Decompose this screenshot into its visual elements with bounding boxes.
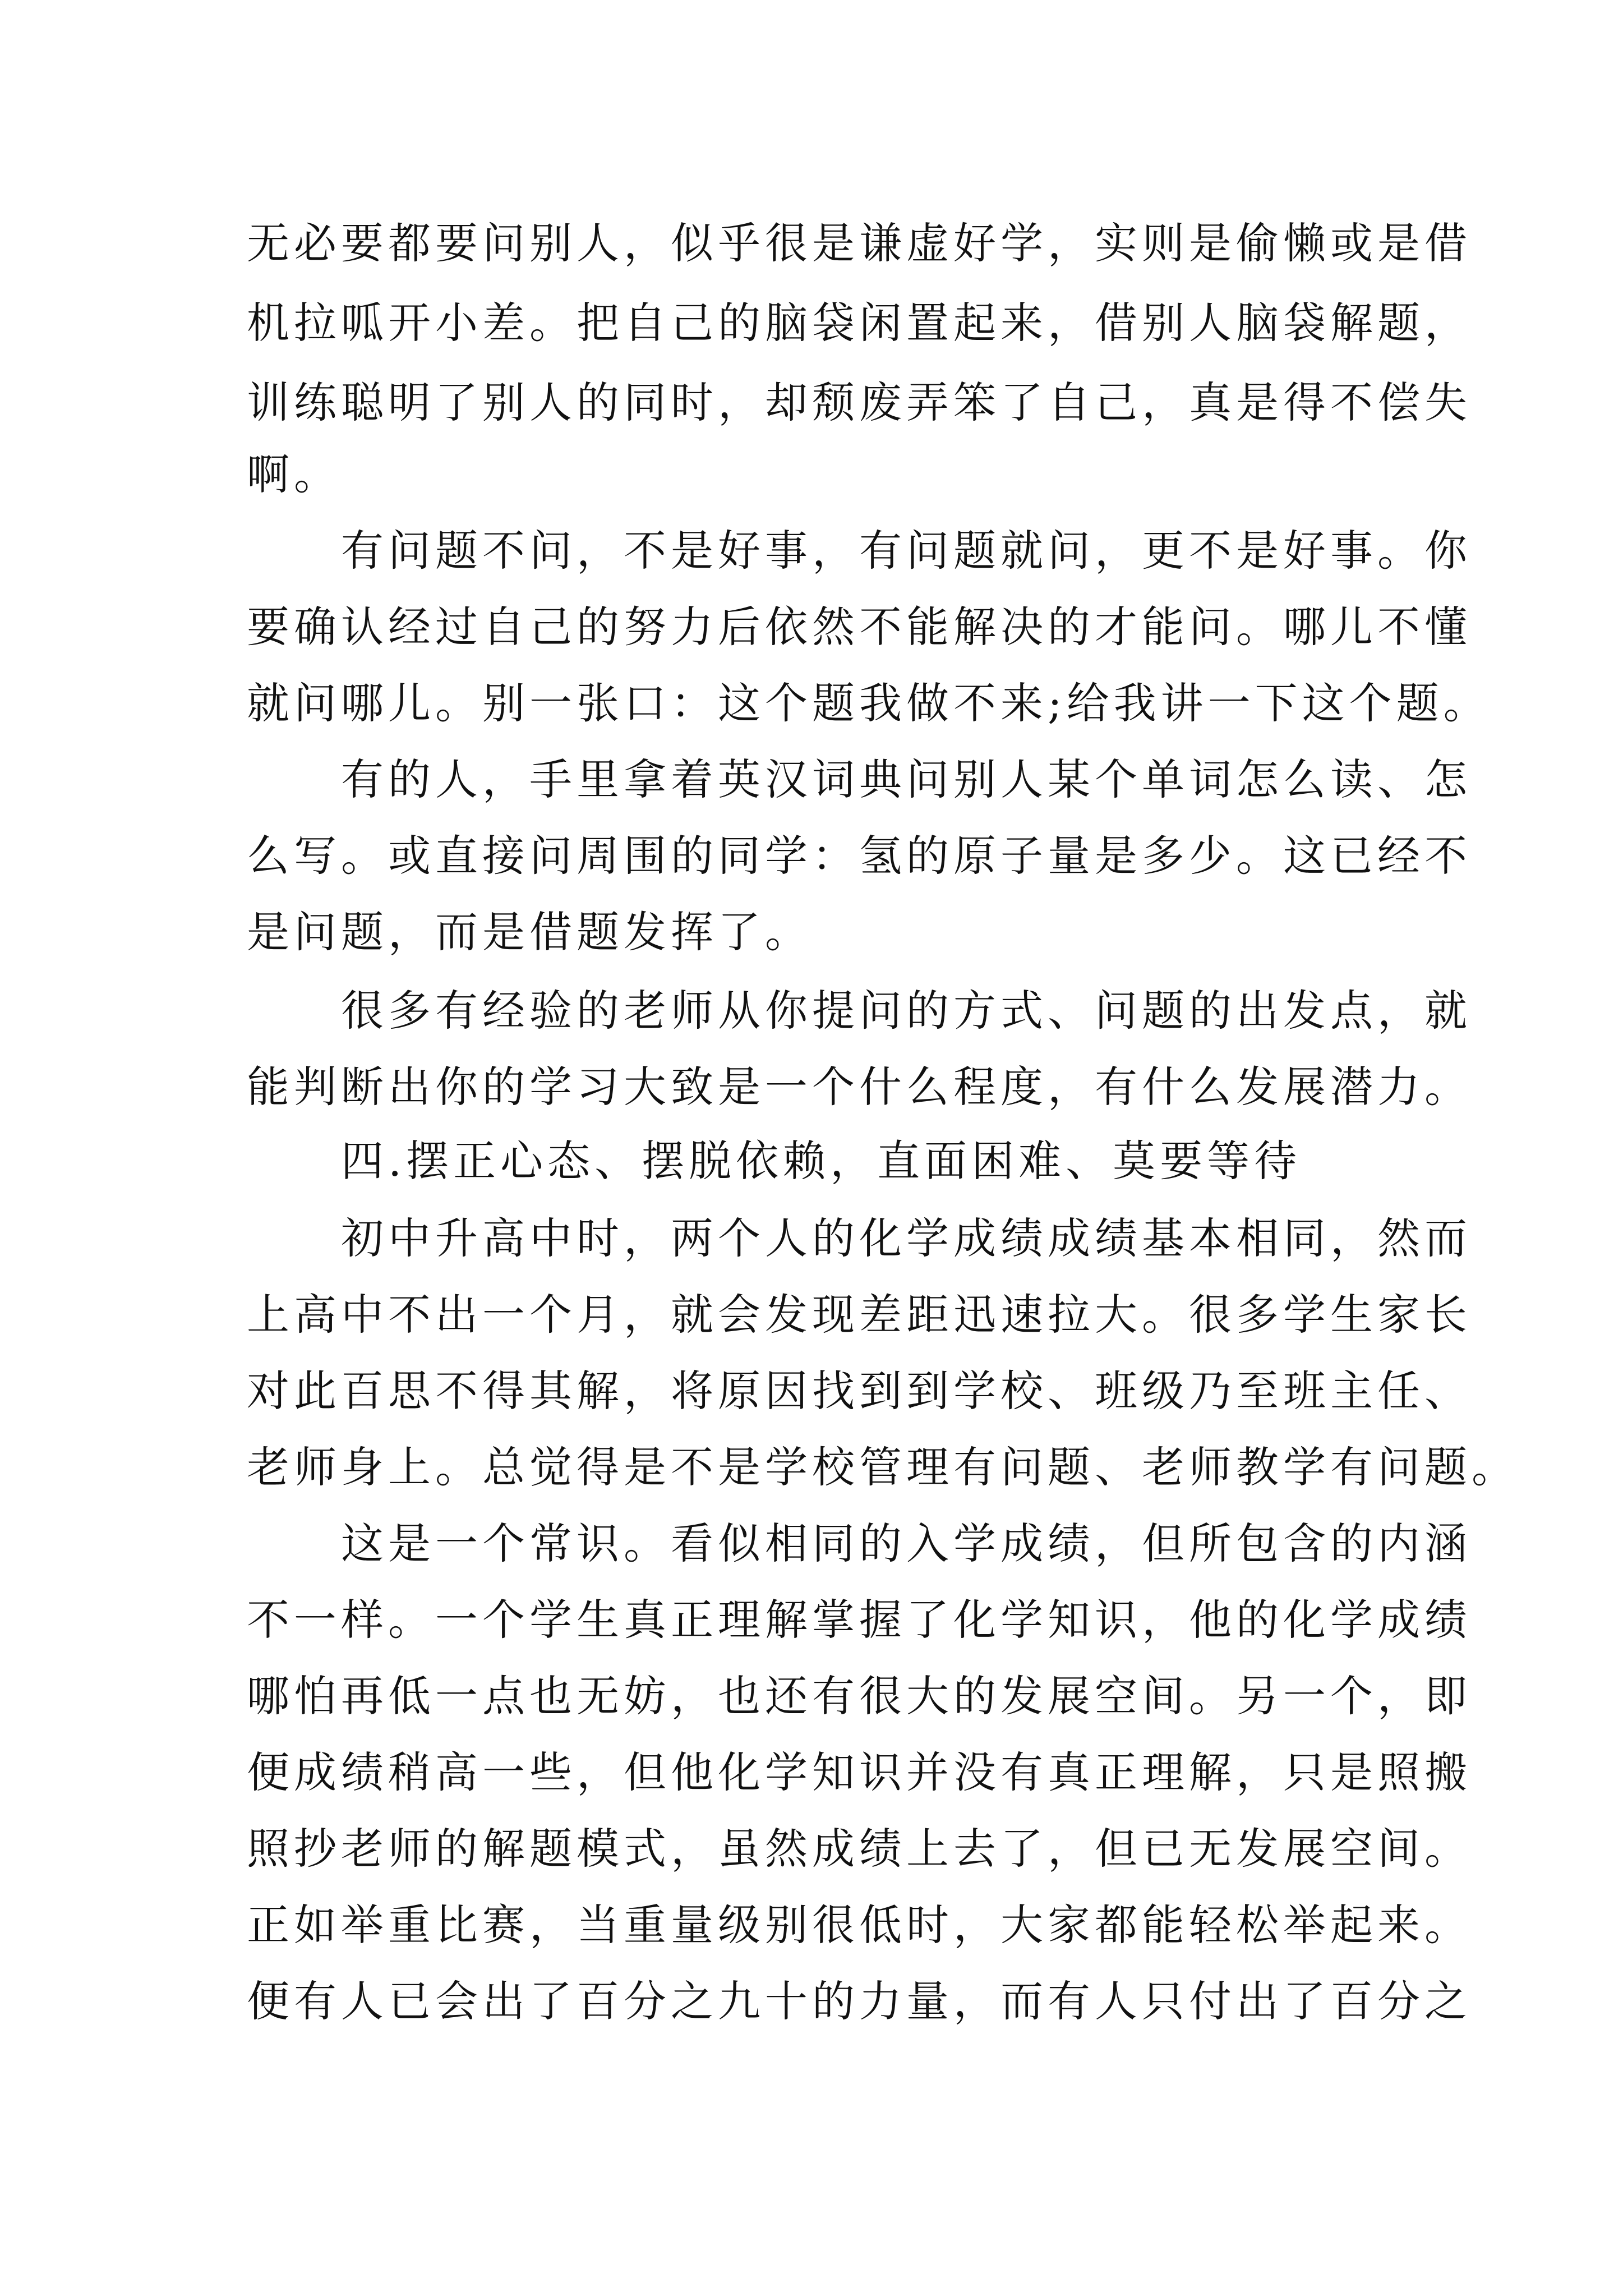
text-line: 上高中不出一个月，就会发现差距迅速拉大。很多学生家长	[247, 1290, 1472, 1340]
text-line: 正如举重比赛，当重量级别很低时，大家都能轻松举起来。	[247, 1900, 1472, 1950]
text-line: 不一样。一个学生真正理解掌握了化学知识，他的化学成绩	[247, 1595, 1472, 1645]
text-line: 便成绩稍高一些，但他化学知识并没有真正理解，只是照搬	[247, 1747, 1472, 1797]
text-line: 有问题不问，不是好事，有问题就问，更不是好事。你	[247, 526, 1472, 576]
text-line: 是问题，而是借题发挥了。	[247, 907, 812, 957]
text-line: 这是一个常识。看似相同的入学成绩，但所包含的内涵	[247, 1519, 1472, 1568]
text-line: 么写。或直接问周围的同学：氢的原子量是多少。这已经不	[247, 831, 1472, 881]
text-line: 照抄老师的解题模式，虽然成绩上去了，但已无发展空间。	[247, 1824, 1472, 1874]
text-line: 哪怕再低一点也无妨，也还有很大的发展空间。另一个，即	[247, 1671, 1472, 1721]
text-line: 机拉呱开小差。把自己的脑袋闲置起来，借别人脑袋解题，	[247, 298, 1472, 348]
text-line: 要确认经过自己的努力后依然不能解决的才能问。哪儿不懂	[247, 602, 1472, 652]
text-line: 有的人，手里拿着英汉词典问别人某个单词怎么读、怎	[247, 754, 1472, 804]
text-line: 便有人已会出了百分之九十的力量，而有人只付出了百分之	[247, 1976, 1472, 2026]
text-line: 对此百思不得其解，将原因找到到学校、班级乃至班主任、	[247, 1366, 1472, 1416]
section-heading: 四.摆正心态、摆脱依赖，直面困难、莫要等待	[247, 1136, 1302, 1186]
text-line: 训练聪明了别人的同时，却颓废弄笨了自己，真是得不偿失	[247, 378, 1472, 427]
text-line: 无必要都要问别人，似乎很是谦虚好学，实则是偷懒或是借	[247, 218, 1472, 268]
text-line: 老师身上。总觉得是不是学校管理有问题、老师教学有问题。	[247, 1442, 1519, 1492]
text-line: 很多有经验的老师从你提问的方式、问题的出发点，就	[247, 986, 1472, 1036]
text-line: 就问哪儿。别一张口：这个题我做不来;给我讲一下这个题。	[247, 678, 1491, 728]
text-line: 初中升高中时，两个人的化学成绩成绩基本相同，然而	[247, 1213, 1472, 1263]
text-line: 能判断出你的学习大致是一个什么程度，有什么发展潜力。	[247, 1062, 1472, 1112]
text-line: 啊。	[247, 449, 341, 499]
